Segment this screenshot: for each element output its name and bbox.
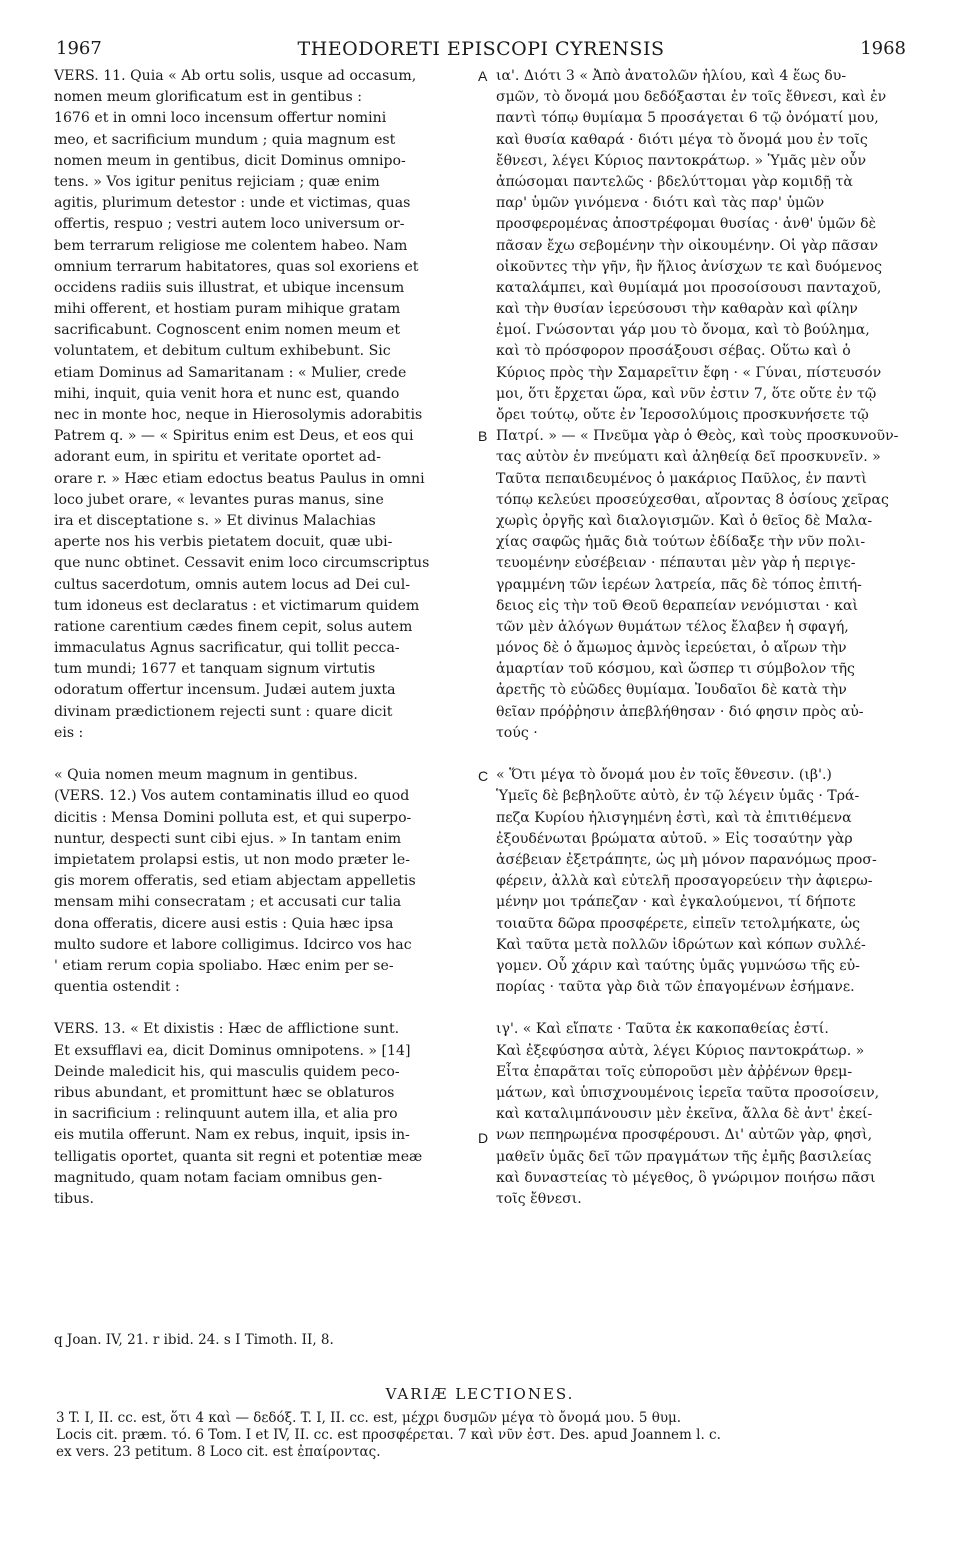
text-line: μόνος δὲ ὁ ἄμωμος ἀμνὸς ἱερεύεται, ὁ αἴρων τὴν — [496, 640, 847, 657]
text-line: τῶν μὲν ἀλόγων θυμάτων τέλος ἔλαβεν ἡ σφαγή, — [496, 618, 849, 635]
text-line: eis : — [54, 724, 84, 741]
text-line: ἀπώσομαι παντελῶς · βδελύττομαι γὰρ κομιδῇ τὰ — [496, 173, 853, 190]
text-line: adorant eum, in spiritu et veritate oportet ad- — [54, 449, 381, 466]
text-line: χωρὶς ὀργῆς καὶ διαλογισμῶν. Καὶ ὁ θεῖος δὲ Μαλα- — [496, 512, 873, 529]
text-line: cultus sacerdotum, omnis autem locus ad Dei cul- — [54, 576, 411, 593]
text-line: τας αὐτὸν ἐν πνεύματι καὶ ἀληθείᾳ δεῖ προσκυνεῖν. » — [496, 449, 881, 466]
greek-column — [496, 66, 910, 1210]
text-line: Ὑμεῖς δὲ βεβηλοῦτε αὐτὸ, ἐν τῷ λέγειν ὑμᾶς · Τρά- — [496, 788, 860, 805]
text-line: Patrem q. » — « Spiritus enim est Deus, et eos qui — [54, 428, 414, 445]
text-line: ' etiam rerum copia spoliabo. Hæc enim per se- — [54, 957, 394, 974]
text-line: Et exsufflavi ea, dicit Dominus omnipotens. » [14] — [54, 1042, 411, 1059]
text-line: offertis, respuo ; vestri autem loco universum or- — [54, 216, 405, 233]
text-line: telligatis oportet, quanta sit regni et potentiæ meæ — [54, 1148, 423, 1165]
text-line: multo sudore et labore colligimus. Idcirco vos hac — [54, 936, 412, 953]
text-line: προσφερομένας ἀποστρέφομαι θυσίας · ἀνθ' ὑμῶν δὲ — [496, 216, 877, 233]
text-line: (VERS. 12.) Vos autem contaminatis illud eo quod — [54, 788, 410, 805]
footnotes: q Joan. IV, 21. r ibid. 24. s I Timoth. II, 8. — [54, 1332, 334, 1348]
text-line: orare r. » Hæc etiam edoctus beatus Paulus in omni — [54, 470, 425, 487]
text-line: μάτων, καὶ ὑπισχνουμένοις ἱερεῖα ταῦτα προσοίσειν, — [496, 1085, 880, 1101]
variae-line: 3 T. I, II. cc. est, ὅτι 4 καὶ — δεδόξ. T. I, II. cc. est, μέχρι δυσμῶν μέγα τὸ ὄνομά μου. 5 θυμ. — [56, 1410, 682, 1426]
text-line: loco jubet orare, « levantes puras manus, sine — [54, 491, 384, 508]
text-line: immaculatus Agnus sacrificatur, qui tollit pecca- — [54, 640, 400, 657]
text-line: τόπῳ κελεύει προσεύχεσθαι, αἴροντας 8 ὁσίους χεῖρας — [496, 491, 889, 508]
text-line: πεζα Κυρίου ἠλισγημένη ἐστὶ, καὶ τὰ ἐπιτιθέμενα — [496, 809, 852, 826]
text-line: ιγ'. « Καὶ εἴπατε · Ταῦτα ἐκ κακοπαθείας ἐστί. — [496, 1021, 829, 1038]
text-line: ἔθνεσι, λέγει Κύριος παντοκράτωρ. » Ὑμᾶς μὲν οὖν — [496, 152, 867, 169]
text-line: quentia ostendit : — [54, 979, 180, 996]
text-line: que nunc obtinet. Cessavit enim loco circumscriptus — [54, 555, 430, 572]
text-line: Ταῦτα πεπαιδευμένος ὁ μακάριος Παῦλος, ἐν παντὶ — [496, 470, 867, 487]
text-line: ira et disceptatione s. » Et divinus Malachias — [54, 512, 376, 529]
text-line: ὄρει τούτῳ, οὔτε ἐν Ἱεροσολύμοις προσκυνήσετε τῷ — [496, 407, 869, 423]
text-line: τοιαῦτα δῶρα προσφέρετε, εἰπεῖν τετολμήκατε, ὡς — [496, 915, 861, 932]
text-line: occidens radiis suis illustrat, et ubique incensum — [54, 279, 405, 296]
text-line: voluntatem, et debitum cultum exhibebunt. Sic — [54, 343, 391, 360]
text-line: meo, et sacrificium mundum ; quia magnum est — [54, 131, 396, 148]
variae-line: ex vers. 23 petitum. 8 Loco cit. est ἐπαίροντας. — [56, 1444, 381, 1460]
variae-line: Locis cit. præm. τό. 6 Tom. I et IV, II. cc. est προσφέρεται. 7 καὶ νῦν ἐστ. Des. apud Joannem l. c. — [56, 1427, 721, 1443]
text-line: τούς · — [496, 724, 538, 741]
text-line: μοι, ὅτι ἔρχεται ὥρα, καὶ νῦν ἐστιν 7, ὅτε οὔτε ἐν τῷ — [496, 385, 877, 402]
text-line: tum mundi; 1677 et tanquam signum virtutis — [54, 661, 376, 678]
text-line: καταλάμπει, καὶ θυμίαμά μοι προσοίσουσι πανταχοῦ, — [496, 279, 882, 296]
text-line: mihi offerent, et hostiam puram mihique gratam — [54, 301, 401, 318]
text-line: μαθεῖν ὑμᾶς δεῖ τῶν πραγμάτων τῆς ἐμῆς βασιλείας — [496, 1148, 872, 1165]
page-number-right: 1968 — [860, 38, 906, 59]
text-line: tum idoneus est declaratus : et victimarum quidem — [54, 597, 420, 614]
text-line: οἰκοῦντες τὴν γῆν, ἣν ἥλιος ἀνίσχων τε καὶ δυόμενος — [496, 258, 883, 275]
text-line: aperte nos his verbis pietatem docuit, quæ ubi- — [54, 534, 393, 551]
text-line: odoratum offertur incensum. Judæi autem juxta — [54, 682, 396, 699]
margin-letter-c: C — [478, 768, 489, 784]
text-line: καὶ καταλιμπάνουσιν μὲν ἐκεῖνα, ἄλλα δὲ ἀντ' ἐκεί- — [496, 1106, 873, 1123]
page-number-left: 1967 — [56, 38, 102, 59]
text-line: mensam mihi consecratam ; et accusati cur talia — [54, 894, 402, 911]
text-line: Καὶ ἐξεφύσησα αὐτὰ, λέγει Κύριος παντοκράτωρ. » — [496, 1042, 865, 1059]
text-line: πᾶσαν ἔχω σεβομένην τὴν οἰκουμένην. Οἱ γὰρ πᾶσαν — [496, 237, 879, 254]
text-line: etiam Dominus ad Samaritanam : « Mulier, crede — [54, 364, 407, 381]
text-line: dona offeratis, dicere ausi estis : Quia hæc ipsa — [54, 915, 394, 932]
margin-letter-b: B — [478, 428, 488, 444]
text-line: νων πεπηρωμένα προσφέρουσι. Δι' αὐτῶν γὰρ, φησὶ, — [496, 1127, 873, 1144]
text-line: παρ' ὑμῶν γινόμενα · διότι καὶ τὰς παρ' ὑμῶν — [496, 195, 825, 212]
text-line: in sacrificium : relinquunt autem illa, et alia pro — [54, 1106, 398, 1123]
text-line: ratione carentium cædes finem cepit, solus autem — [54, 618, 413, 635]
text-line: γραμμένη τῶν ἱερέων λατρεία, πᾶς δὲ τόπος ἐπιτή- — [496, 576, 862, 593]
paragraph-gap — [496, 998, 910, 1019]
variae-lectiones-heading: VARIÆ LECTIONES. — [385, 1385, 575, 1403]
text-line: ἐμοί. Γνώσονται γάρ μου τὸ ὄνομα, καὶ τὸ βούλημα, — [496, 322, 870, 339]
text-line: πορίας · ταῦτα γὰρ διὰ τῶν ἐπαγομένων ἐσήμανε. — [496, 979, 855, 996]
text-line: ια'. Διότι 3 « Ἀπὸ ἀνατολῶν ἡλίου, καὶ 4 ἕως δυ- — [496, 68, 847, 84]
text-line: 1676 et in omni loco incensum offertur nomini — [54, 110, 387, 127]
text-line: Deinde maledicit his, qui masculis quidem peco- — [54, 1063, 400, 1080]
text-line: gis morem offeratis, sed etiam abjectam appelletis — [54, 873, 416, 890]
text-line: VERS. 13. « Et dixistis : Hæc de afflictione sunt. — [54, 1021, 400, 1038]
running-title: THEODORETI EPISCOPI CYRENSIS — [297, 38, 665, 60]
text-line: καὶ τὴν θυσίαν ἱερεύσουσι τὴν καθαρὰν καὶ φίλην — [496, 301, 858, 318]
text-line: tibus. — [54, 1190, 94, 1207]
margin-letter-a: A — [478, 68, 488, 84]
text-line: φέρειν, ἀλλὰ καὶ εὐτελῆ προσαγορεύειν τὴν ἀφιερω- — [496, 873, 873, 890]
text-line: bem terrarum religiose me colentem habeo. Nam — [54, 237, 408, 254]
text-line: γομεν. Οὗ χάριν καὶ ταύτης ὑμᾶς γυμνώσω τῆς εὐ- — [496, 957, 860, 974]
text-line: τευομένην εὐσέβειαν · πέπαυται μὲν γὰρ ἡ περιγε- — [496, 555, 856, 572]
latin-column — [54, 66, 470, 1210]
text-line: tens. » Vos igitur penitus rejiciam ; quæ enim — [54, 173, 380, 190]
text-line: nomen meum in gentibus, dicit Dominus omnipo- — [54, 152, 406, 169]
text-line: Πατρί. » — « Πνεῦμα γὰρ ὁ Θεὸς, καὶ τοὺς προσκυνοῦν- — [496, 428, 899, 445]
text-line: nomen meum glorificatum est in gentibus : — [54, 89, 362, 106]
text-line: Κύριος πρὸς τὴν Σαμαρεῖτιν ἔφη · « Γύναι, πίστευσόν — [496, 364, 882, 381]
text-line: παντὶ τόπῳ θυμίαμα 5 προσάγεται 6 τῷ ὀνόματί μου, — [496, 110, 879, 127]
text-line: ἁμαρτίαν τοῦ κόσμου, καὶ ὥσπερ τι σύμβολον τῆς — [496, 661, 855, 678]
text-line: Εἶτα ἐπαρᾶται τοῖς εὐποροῦσι μὲν ἀῤῥένων θρεμ- — [496, 1063, 853, 1080]
paragraph-gap — [496, 744, 910, 765]
text-line: impietatem prolapsi estis, ut non modo præter le- — [54, 851, 411, 868]
text-line: ἐξουδένωται βρώματα αὐτοῦ. » Εἰς τοσαύτην γὰρ — [496, 830, 853, 847]
text-line: καὶ θυσία καθαρά · διότι μέγα τὸ ὄνομά μου ἐν τοῖς — [496, 131, 868, 148]
text-line: eis mutila offerunt. Nam ex rebus, inquit, ipsis in- — [54, 1127, 410, 1144]
text-line: dicitis : Mensa Domini polluta est, et qui superpo- — [54, 809, 412, 826]
margin-letter-d: D — [478, 1130, 489, 1146]
text-line: sacrificabunt. Cognoscent enim nomen meum et — [54, 322, 401, 339]
variae-lectiones — [56, 1410, 916, 1461]
text-line: Καὶ ταῦτα μετὰ πολλῶν ἱδρώτων καὶ κόπων συλλέ- — [496, 936, 866, 953]
page-header — [56, 38, 906, 62]
text-line: « Ὅτι μέγα τὸ ὄνομά μου ἐν τοῖς ἔθνεσιν. (ιβ'.) — [496, 767, 832, 784]
text-line: θεῖαν πρόῤῥησιν ἀπεβλήθησαν · διό φησιν πρὸς αὐ- — [496, 703, 864, 720]
text-line: ribus abundant, et promittunt hæc se oblaturos — [54, 1085, 395, 1101]
text-line: τοῖς ἔθνεσι. — [496, 1190, 582, 1207]
text-line: σμῶν, τὸ ὄνομά μου δεδόξασται ἐν τοῖς ἔθνεσι, καὶ ἐν — [496, 89, 887, 106]
text-line: καὶ τὸ πρόσφορον προσάξουσι σέβας. Οὕτω καὶ ὁ — [496, 343, 851, 360]
text-line: χίας σαφῶς ἡμᾶς διὰ τούτων ἐδίδαξε τὴν νῦν πολι- — [496, 534, 866, 551]
text-line: καὶ δυναστείας τὸ μέγεθος, ὃ γνώριμον ποιήσω πᾶσι — [496, 1169, 876, 1186]
text-line: agitis, plurimum detestor : unde et victimas, quas — [54, 195, 411, 212]
text-line: μένην μοι τράπεζαν · καὶ ἐγκαλούμενοι, τί δήποτε — [496, 894, 856, 911]
paragraph-gap — [54, 744, 470, 765]
text-line: nuntur, despecti sunt cibi ejus. » In tantam enim — [54, 830, 402, 847]
paragraph-gap — [54, 998, 470, 1019]
text-line: mihi, inquit, quia venit hora et nunc est, quando — [54, 385, 400, 402]
text-line: magnitudo, quam notam faciam omnibus gen- — [54, 1169, 383, 1186]
text-line: ἀσέβειαν ἐξετράπητε, ὡς μὴ μόνον παρανόμως προσ- — [496, 851, 877, 868]
text-line: δειος εἰς τὴν τοῦ Θεοῦ θεραπείαν νενόμισται · καὶ — [496, 597, 858, 614]
text-line: « Quia nomen meum magnum in gentibus. — [54, 767, 358, 784]
text-line: omnium terrarum habitatores, quas sol exoriens et — [54, 258, 419, 275]
text-line: divinam prædictionem rejecti sunt : quare dicit — [54, 703, 393, 720]
text-line: nec in monte hoc, neque in Hierosolymis adorabitis — [54, 407, 423, 423]
text-line: VERS. 11. Quia « Ab ortu solis, usque ad occasum, — [54, 68, 417, 84]
text-line: ἀρετῆς τὸ εὐῶδες θυμίαμα. Ἰουδαῖοι δὲ κατὰ τὴν — [496, 682, 847, 699]
